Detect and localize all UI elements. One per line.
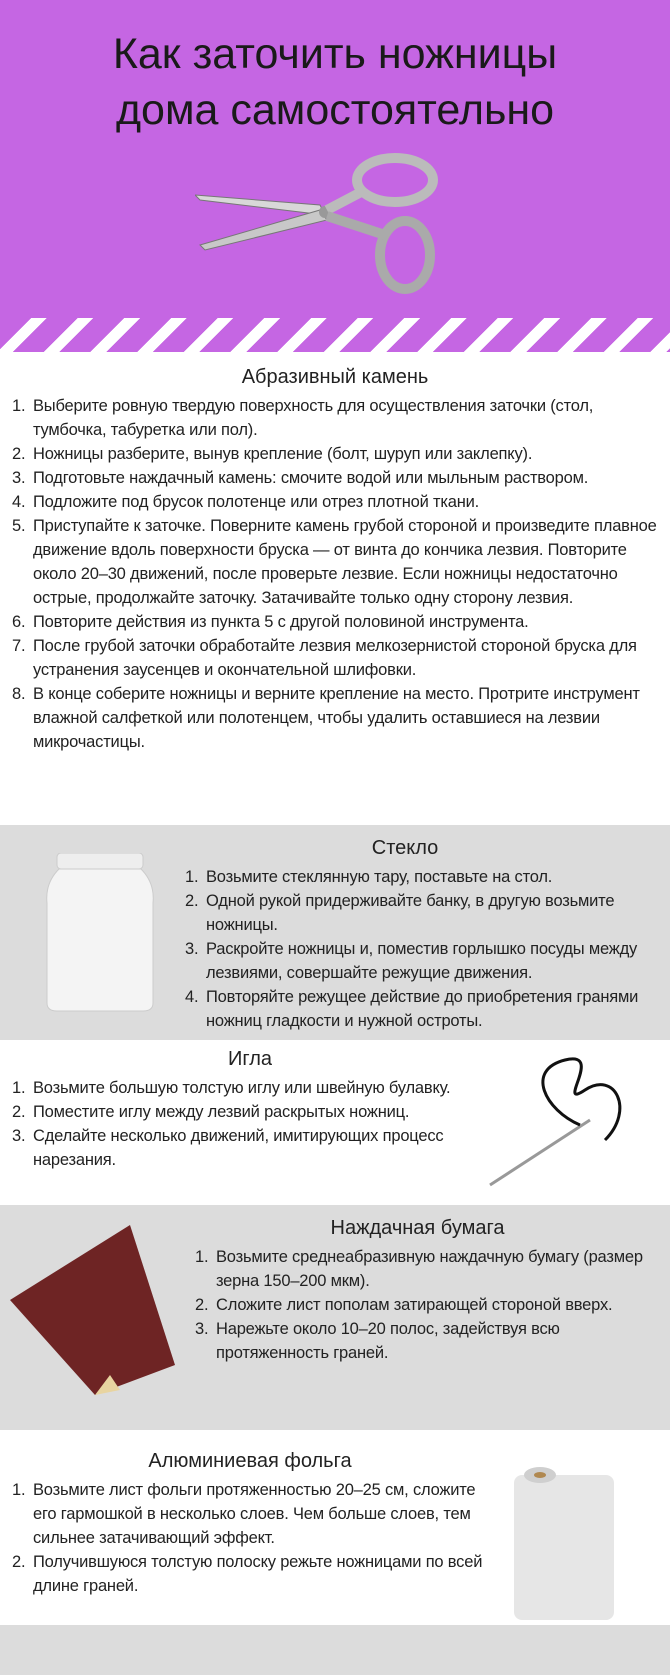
foil-roll-icon <box>510 1455 640 1625</box>
list-item: 2. Сложите лист пополам затирающей стороной вверх. <box>195 1296 613 1314</box>
section-heading: Наждачная бумага <box>330 1217 505 1239</box>
list-item: 3. Сделайте несколько движений, имитирующих процесс нарезания. <box>12 1127 444 1169</box>
steps-list <box>195 1245 660 1365</box>
list-item: 2. Ножницы разберите, вынув крепление (болт, шуруп или заклепку). <box>12 445 533 463</box>
scissors-icon <box>195 150 475 310</box>
list-item: 1. Возьмите большую толстую иглу или швейную булавку. <box>12 1079 451 1097</box>
list-item: 2. Поместите иглу между лезвий раскрытых ножниц. <box>12 1103 410 1121</box>
list-item: 2. Получившуюся толстую полоску режьте ножницами по всей длине граней. <box>12 1553 483 1595</box>
header-banner <box>0 0 670 320</box>
list-item: 2. Одной рукой придерживайте банку, в другую возьмите ножницы. <box>185 892 615 934</box>
section-foil <box>0 1430 670 1625</box>
list-item: 1. Выберите ровную твердую поверхность для осуществления заточки (стол, тумбочка, табуретка или пол). <box>12 397 594 439</box>
list-item: 3. Раскройте ножницы и, поместив горлышко посуды между лезвиями, совершайте режущие движения. <box>185 940 638 982</box>
list-item: 8. В конце соберите ножницы и верните крепление на место. Протрите инструмент влажной салфеткой или полотенцем, чтобы удалить оставшиеся на лезвии микрочастицы. <box>12 685 640 751</box>
section-heading: Алюминиевая фольга <box>148 1450 352 1472</box>
list-item: 3. Подготовьте наждачный камень: смочите водой или мыльным раствором. <box>12 469 589 487</box>
list-item: 5. Приступайте к заточке. Поверните камень грубой стороной и произведите плавное движение вдоль поверхности бруска — от винта до кончика лезвия. Повторите около 20–30 движений, после проверьте лезвие. Если ножницы недостаточно острые, продолжайте заточку. Затачивайте только одну сторону лезвия. <box>12 517 657 607</box>
section-abrasive-stone <box>0 352 670 825</box>
glass-jar-icon <box>45 853 155 1013</box>
footer-band <box>0 1625 670 1675</box>
steps-list <box>12 394 662 754</box>
section-needle <box>0 1040 670 1205</box>
list-item: 4. Повторяйте режущее действие до приобретения гранями ножниц гладкости и нужной остроты. <box>185 988 639 1030</box>
needle-thread-icon <box>485 1050 635 1190</box>
sandpaper-icon <box>10 1225 180 1395</box>
section-heading: Абразивный камень <box>241 366 429 388</box>
list-item: 1. Возьмите среднеабразивную наждачную бумагу (размер зерна 150–200 мкм). <box>195 1248 643 1290</box>
steps-list <box>12 1076 452 1172</box>
list-item: 1. Возьмите стеклянную тару, поставьте на стол. <box>185 868 553 886</box>
section-glass <box>0 825 670 1040</box>
title-line-2: дома самостоятельно <box>115 86 555 134</box>
list-item: 4. Подложите под брусок полотенце или отрез плотной ткани. <box>12 493 480 511</box>
title-line-1: Как заточить ножницы <box>112 30 558 78</box>
list-item: 7. После грубой заточки обработайте лезвия мелкозернистой стороной бруска для устранения заусенцев и окончательной шлифовки. <box>12 637 637 679</box>
steps-list <box>185 865 655 1033</box>
list-item: 3. Нарежьте около 10–20 полос, задействуя всю протяженность граней. <box>195 1320 560 1362</box>
list-item: 6. Повторите действия из пункта 5 с другой половиной инструмента. <box>12 613 529 631</box>
section-heading: Стекло <box>371 837 439 859</box>
section-sandpaper <box>0 1205 670 1430</box>
steps-list <box>12 1478 492 1598</box>
page-title <box>0 26 670 138</box>
stripe-divider <box>0 318 670 352</box>
list-item: 1. Возьмите лист фольги протяженностью 20–25 см, сложите его гармошкой в несколько слоев. Чем больше слоев, тем сильнее затачивающий эффект. <box>12 1481 476 1547</box>
section-heading: Игла <box>227 1048 273 1070</box>
